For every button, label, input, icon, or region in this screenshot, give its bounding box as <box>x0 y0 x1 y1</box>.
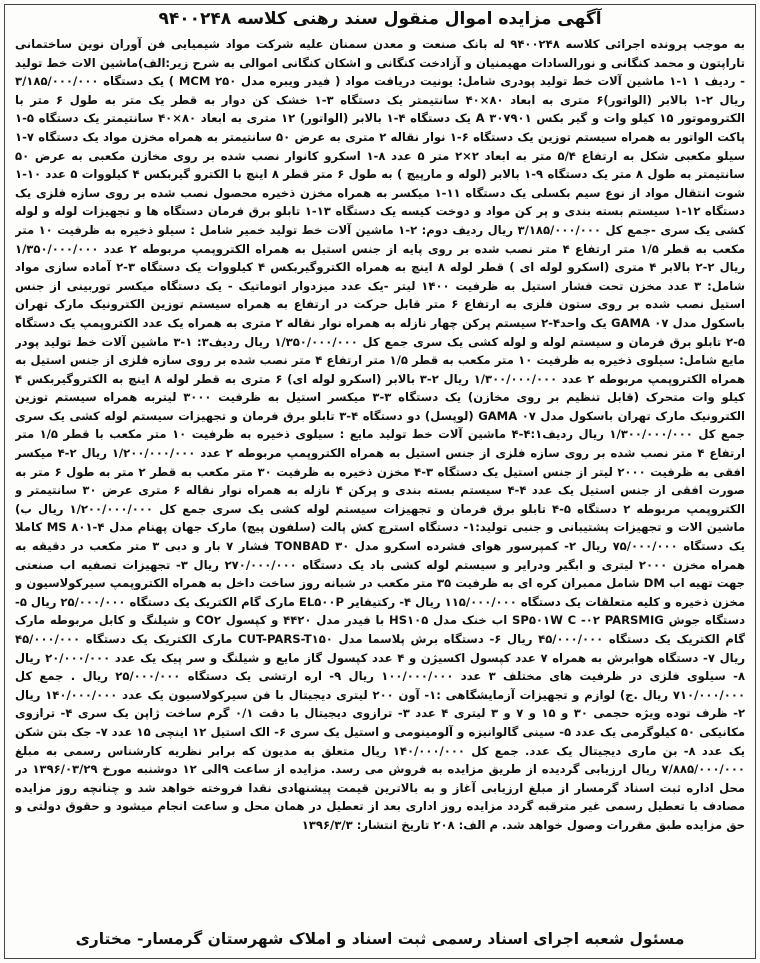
notice-title: آگهی مزایده اموال منقول سند رهنی کلاسه ۹۴۰۰۲۴۸ <box>158 9 602 29</box>
notice-body <box>15 35 745 925</box>
notice-signature: مسئول شعبه اجرای اسناد رسمی ثبت اسناد و املاک شهرستان گرمسار- مختاری <box>75 930 685 948</box>
notice-frame <box>4 4 756 959</box>
notice-paragraph: به موجب پرونده اجرائی کلاسه ۹۴۰۰۲۴۸ له بانک صنعت و معدن سمنان علیه شرکت مواد شیمیایی فن آوران نوین ساختمانی تاراپتون و محمد کنگانی و نورالسادات مهیمنیان و آزادخت کنگانی و اشکان کنگانی اموالی به شرح زیر:الف)ماشین الات خط تولید - ردیف ۱ ۱-۱ ماشین آلات خط تولید پودری شامل: یونیت دریافت مواد ( فیدر ویبره مدل MCM ۲۵۰ ) یک دستگاه ۳/۱۸۵/۰۰۰/۰۰۰ ریال ۲-۱ بالابر (الواتور)۶ متری به ابعاد ۸۰×۴۰ سانتیمتر یک دستگاه ۳-۱ خشک کن دوار به قطر یک متر به طول ۶ متر با الکتروموتور ۱۵ کیلو وات و گیر بکس A ۳۰۷۹۰۱ یک دستگاه ۴-۱ بالابر (الواتور) ۱۲ متری به ابعاد ۸۰×۴۰ سانتیمتر یک دستگاه ۵-۱ پاکت الواتور به همراه سیستم توزین یک دستگاه ۶-۱ نوار نقاله ۲ متری به عرض ۵۰ سانتیمتر به همراه مخزن مواد یک دستگاه ۷-۱ سیلو مکعبی شکل به ارتفاع ۵/۴ متر به ابعاد ۲×۲ متر ۵ عدد ۸-۱ اسکرو کانوار نصب شده بر روی مخازن مکعبی به عرض ۵۰ سانتیمتر به طول ۸ متر یک دستگاه ۹-۱ بالابر (لوله و مارپیچ ) به طول ۶ متر قطر ۸ اینچ با الکترو گیربکس ۴ کیلووات ۵ عدد ۱۰-۱ شوت انتقال مواد از نوع سیم بکسلی یک دستگاه ۱۱-۱ میکسر به همراه مخزن ذخیره محصول نصب شده بر روی سازه فلزی یک دستگاه ۱۲-۱ سیستم بسته بندی و پر کن مواد و دوخت کیسه یک دستگاه ۱۳-۱ تابلو برق فرمان دستگاه ها و تجهیزات لوله و لوله کشی یک سری -جمع کل ۳/۱۸۵/۰۰۰/۰۰۰ ریال ردیف دوم: ۲-۱ ماشین آلات خط تولید خمیر شامل : سیلو ذخیره به ظرفیت ۱۰ متر مکعب به قطر ۱/۵ متر ارتفاع ۴ متر نصب شده بر روی پایه از جنس استیل به همراه الکتروپمپ مربوطه ۲ عدد ۱/۳۵۰/۰۰۰/۰۰۰ ریال ۲-۲ بالابر ۴ متری (اسکرو لوله ای ) قطر لوله ۸ اینچ به همراه الکتروگیربکس ۴ کیلووات یک دستگاه ۳-۲ آماده سازی مواد شامل: ۳ عدد مخزن تحت فشار استیل به ظرفیت ۱۴۰۰ لیتر -یک عدد میزدوار اتوماتیک - یک دستگاه میکسر توربینی از جنس استیل نصب شده بر روی ستون فلزی به ارتفاع ۶ متر قابل حرکت در ارتفاع به همراه سیستم توزین الکترونیک مارک تهران باسکول مدل GAMA ۰۷ یک واحد۴-۲ سیستم پرکن چهار نازله به همراه نوار نقاله ۲ متری به همراه یک عدد الکتروپمپ یک دستگاه ۵-۲ تابلو برق فرمان و سیستم لوله و لوله کشی یک سری جمع کل ۱/۳۵۰/۰۰۰/۰۰۰ ریال ردیف۳: ۱-۳ ماشین آلات خط تولید پودر مایع شامل: سیلوی ذخیره به ظرفیت ۱۰ متر مکعب به قطر ۱/۵ متر ارتفاع ۴ متر نصب شده بر روی سازه فلزی از جنس استیل به همراه الکتروپمپ مربوطه ۲ عدد ۱/۳۰۰/۰۰۰/۰۰۰ ریال ۲-۳ بالابر (اسکرو لوله ای) ۶ متری به قطر لوله ۸ اینچ به الکتروگیربکس ۴ کیلو وات متحرک (قابل تنظیم بر روی مخازن) یک دستگاه ۳-۳ میکسر استیل به ظرفیت ۳۰۰۰ لیتربه همراه سیستم توزین الکترونیک مارک تهران باسکول مدل GAMA ۰۷ (لوپسل) دو دستگاه ۴-۳ تابلو برق فرمان و تجهیزات سیستم لوله کشی یک سری جمع کل ۱/۳۰۰/۰۰۰/۰۰۰ ریال ردیف۴:۱-۴ ماشین آلات خط تولید مایع : سیلوی ذخیره به ظرفیت ۱۰ متر مکعب با قطر ۱/۵ متر ارتفاع ۴ متر نصب شده بر روی سازه فلزی از جنس استیل به همراه الکتروپمپ مربوطه ۲ عدد ۱/۲۰۰/۰۰۰/۰۰۰ ریال ۲-۴ میکسر افقی به ظرفیت ۲۰۰۰ لیتر از جنس استیل یک دستگاه ۳-۴ مخزن ذخیره به ظرفیت ۳۰ متر مکعب به قطر ۲ متر به طول ۶ متر به صورت افقی از جنس استیل یک عدد ۴-۴ سیستم بسته بندی و پرکن ۴ نازله به همراه نوار نقاله ۶ متری عرض ۳۰ سانتیمتر و الکتروپمپ مربوطه ۲ دستگاه ۵-۴ تابلو برق فرمان و تجهیزات سیستم لوله کشی یک سری جمع کل ۱/۲۰۰/۰۰۰/۰۰۰ ریال ب) ماشین الات و تجهیزات پشتیبانی و جنبی تولید:۱- دستگاه استرچ کش پالت (سلفون پیچ) مارک جهان پهنام مدل MS ۸۰۱-۴ کاملا یک دستگاه ۷۵/۰۰۰/۰۰۰ ریال ۲- کمپرسور هوای فشرده اسکرو مدل TONBAD ۳۰ فشار ۷ بار و دبی ۳ متر مکعب در دقیقه به همراه مخزن ۲۰۰۰ لیتری و ابگیر ودرایر و سیستم لوله کشی باد یک دستگاه ۲۷۰/۰۰۰/۰۰۰ ریال ۳- تجهیزات تصفیه اب صنعتی جهت تهیه اب DM شامل ممبران کره ای به ظرفیت ۳۵ متر مکعب در شبانه روز ساخت داخل به همراه الکتروپمپ سیرکولاسیون و مخزن ذخیره و کلیه متعلقات یک دستگاه ۱۱۵/۰۰۰/۰۰۰ ریال ۴- رکتیفایر EL۵۰۰P مارک گام الکتریک یک دستگاه ۲۵/۰۰۰/۰۰۰ ریال ۵- دستگاه جوش SP۵۰۱W C -۰۲ PARSMIG اب خنک مدل HS۱۰۵ با فیدر مدل ۴۴۲۰ و کپسول CO۲ و شیلنگ و کابل مربوطه مارک گام الکتریک یک دستگاه ۴۵/۰۰۰/۰۰۰ ریال ۶- دستگاه برش پلاسما مدل CUT-PARS-T۱۵۰ مارک الکتریک یک دستگاه ۴۵/۰۰۰/۰۰۰ ریال ۷- دستگاه هوابرش به همراه ۷ عدد کپسول اکسیژن و ۴ عدد کپسول گاز مایع و شیلنگ و سر پیک یک عدد ۲۰/۰۰۰/۰۰۰ ریال ۸- سیلوی فلزی در ظرفیت های مختلف ۳ عدد ۱۰۰/۰۰۰/۰۰۰ ریال ۹- اره ارتشی یک دستگاه ۲۵/۰۰۰/۰۰۰ ریال . جمع کل ۷۱۰/۰۰۰/۰۰۰ ریال .ج) لوازم و تجهیزات آزمایشگاهی :۱- آون ۲۰۰ لیتری دیجیتال با فن سیرکولاسیون یک عدد ۱۴۰/۰۰۰/۰۰۰ ریال ۲- ظرف توده ویژه حجمی ۳۰ و ۱۵ و ۷ و ۳ لیتری ۴ عدد ۳- ترازوی دیجیتال با دقت ۰/۱ گرم ساخت ژاپن یک سری ۴- ترازوی مکانیکی ۵۰ کیلوگرمی یک عدد ۵- سینی گالوانیزه و آلومینومی و استیل یک سری ۶- الک استیل ۱۲ اینچی ۱۵ عدد ۷- جک بتن شکن یک عدد ۸- بن ماری دیجیتال یک عدد. جمع کل ۱۴۰/۰۰۰/۰۰۰ ریال متعلق به مدیون که برابر نظریه کارشناس رسمی به مبلغ ۷/۸۸۵/۰۰۰/۰۰۰ ریال ارزیابی گردیده از طریق مزایده به فروش می رسد. مزایده از ساعت ۹الی ۱۲ دوشنبه مورخ ۱۳۹۶/۰۳/۲۹ در محل اداره ثبت اسناد گرمسار از مبلغ ارزیابی آغاز و به بالاترین قیمت پیشنهادی نقدا فروخته خواهد شد و چنانچه روز مزایده مصادف با تعطیل رسمی غیر مترقبه گردد مزایده روز اداری بعد از تعطیل در همان محل و ساعت انجام میشود و حقوق دولتی و حق مزایده طبق مقررات وصول خواهد شد. م الف: ۲۰۸ تاریخ انتشار: ۱۳۹۶/۳/۳ <box>15 37 745 832</box>
